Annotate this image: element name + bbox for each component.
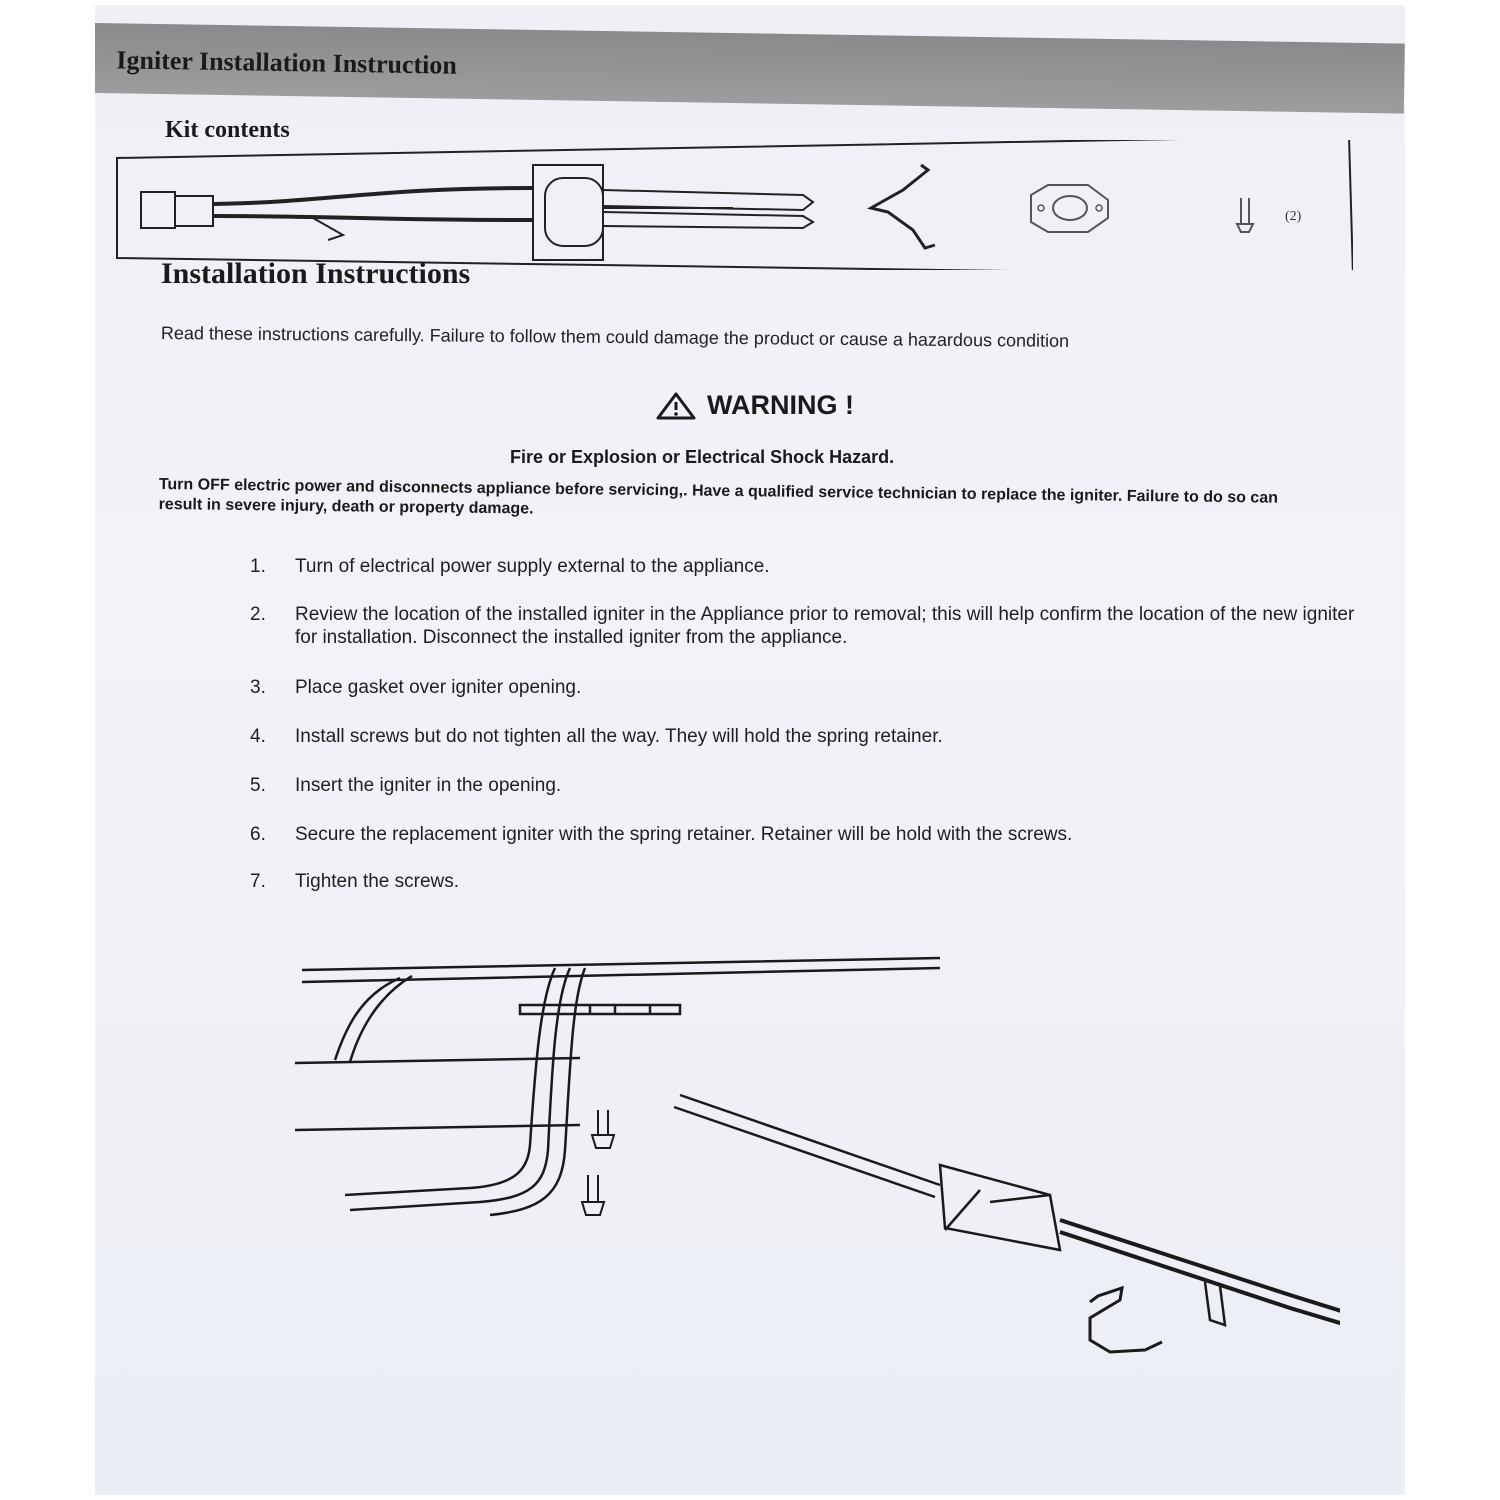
screw-illustration [1237, 198, 1253, 232]
step-text: Turn of electrical power supply external to the appliance. [295, 556, 770, 577]
list-item [250, 555, 1360, 578]
screw-illustration [582, 1110, 614, 1215]
instruction-sheet [95, 5, 1405, 1495]
list-item [250, 603, 1360, 649]
document-title: Igniter Installation Instruction [116, 45, 458, 80]
step-text: Place gasket over igniter opening. [295, 677, 582, 698]
step-text: Install screws but do not tighten all the way. They will hold the spring retainer. [295, 726, 943, 747]
warning-triangle-icon [655, 391, 697, 421]
installation-steps [250, 555, 1360, 893]
list-item [250, 725, 1360, 748]
warning-header [655, 390, 854, 421]
intro-text: Read these instructions carefully. Failure to follow them could damage the product or cause a hazardous condition [160, 323, 1070, 351]
step-number: 3. [250, 677, 266, 698]
warning-title: WARNING ! [707, 390, 854, 420]
igniter-illustration [674, 1095, 1340, 1333]
step-number: 1. [250, 556, 266, 577]
step-number: 6. [250, 824, 266, 845]
step-text: Review the location of the installed igniter in the Appliance prior to removal; this will help confirm the location of the new igniter for installation. Disconnect the installed igniter from the appliance. [295, 604, 1355, 648]
spring-retainer-illustration [871, 165, 935, 248]
step-text: Tighten the screws. [295, 871, 460, 892]
list-item [250, 823, 1360, 846]
hazard-title: Fire or Explosion or Electrical Shock Hazard. [510, 447, 895, 467]
installation-instructions-heading: Installation Instructions [161, 257, 471, 290]
step-number: 2. [250, 604, 266, 625]
warning-body: Turn OFF electric power and disconnects appliance before servicing,. Have a qualified service technician to replace the igniter. Failure to do so can result in severe injury, death or property damage. [158, 475, 1279, 518]
step-number: 5. [250, 775, 266, 796]
kit-contents-heading: Kit contents [165, 117, 290, 143]
step-number: 7. [250, 871, 266, 892]
gasket-illustration [1031, 185, 1108, 232]
list-item [250, 774, 1360, 797]
step-number: 4. [250, 726, 266, 747]
list-item [250, 870, 1360, 893]
list-item [250, 676, 1360, 699]
installation-diagram [290, 940, 1340, 1460]
step-text: Insert the igniter in the opening. [295, 775, 562, 796]
kit-contents-illustration [113, 140, 1353, 270]
igniter-illustration [141, 165, 813, 260]
screw-quantity: (2) [1285, 209, 1302, 224]
spring-retainer-illustration [1090, 1288, 1162, 1352]
step-text: Secure the replacement igniter with the spring retainer. Retainer will be hold with the screws. [295, 824, 1073, 845]
title-bar [95, 23, 1405, 114]
